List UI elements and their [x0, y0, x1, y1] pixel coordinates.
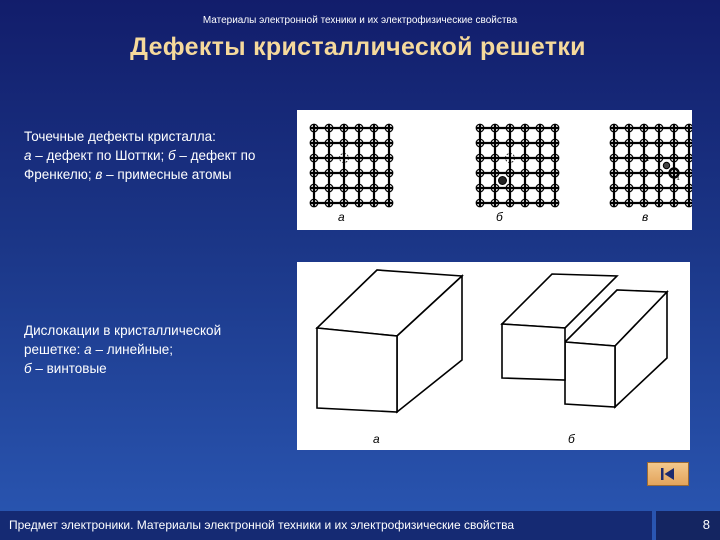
page-number-box	[656, 511, 720, 540]
point-defect-b-letter: б	[168, 148, 176, 163]
dislocation-label-b: б	[568, 432, 575, 446]
first-slide-icon	[648, 463, 688, 485]
footer-text: Предмет электроники. Материалы электронной техники и их электрофизические свойства	[9, 518, 515, 532]
dislocation-label-a: а	[373, 432, 380, 446]
footer-bar	[0, 511, 652, 540]
dislocation-drawings	[317, 270, 667, 412]
point-defects-lattices	[297, 110, 692, 230]
point-defects-label-a: а	[338, 210, 345, 224]
point-defect-c-letter: в	[95, 167, 103, 182]
dislocation-a-text: – линейные;	[91, 342, 174, 357]
point-defects-label-b: б	[496, 210, 503, 224]
impurity-mark-2: 2	[645, 154, 649, 163]
point-defects-text	[24, 127, 289, 184]
point-defect-c-text: – примесные атомы	[102, 167, 232, 182]
dislocations-line2: решетке:	[24, 342, 85, 357]
dislocation-b-text: – винтовые	[31, 361, 107, 376]
dislocations-text	[24, 321, 289, 378]
point-defect-b-text: – дефект по Френкелю;	[24, 148, 256, 182]
page-number: 8	[702, 517, 710, 532]
subject-header: Материалы электронной техники и их электрофизические свойства	[202, 15, 518, 26]
point-defects-heading: Точечные дефекты кристалла:	[24, 129, 216, 144]
point-defect-a-letter: а	[24, 148, 32, 163]
first-slide-button[interactable]	[647, 462, 689, 486]
dislocations-figure	[297, 262, 690, 450]
dislocation-b-letter: б	[24, 361, 32, 376]
impurity-mark-1: 1	[676, 173, 680, 182]
point-defect-a-text: – дефект по Шоттки;	[31, 148, 168, 163]
dislocation-a-letter: а	[84, 342, 92, 357]
dislocations-heading: Дислокации в кристаллической	[24, 323, 222, 338]
point-defects-label-c: в	[642, 210, 649, 224]
dislocations-blocks	[297, 262, 690, 450]
point-defects-figure	[297, 110, 692, 230]
lattice-drawings	[310, 124, 692, 207]
slide-title: Дефекты кристаллической решетки	[130, 33, 586, 61]
